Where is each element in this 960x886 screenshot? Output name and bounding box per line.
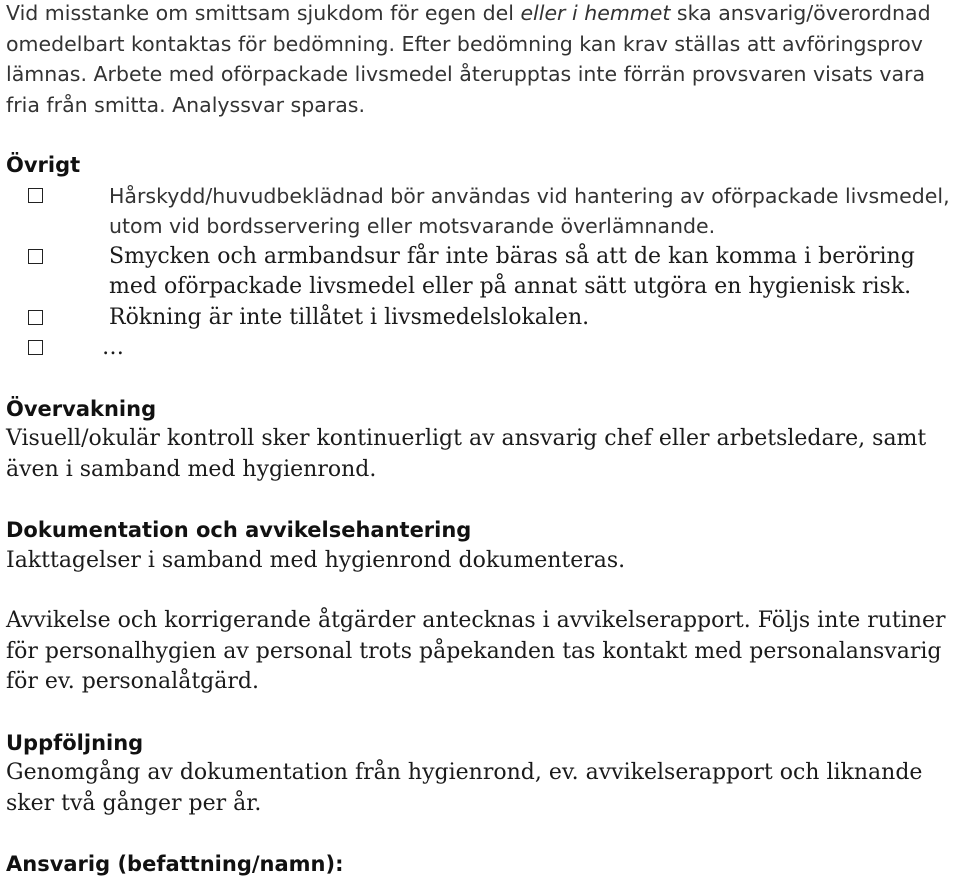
checkbox-icon[interactable] (28, 188, 43, 203)
checklist-item-text: Rökning är inte tillåtet i livsmedelslokalen. (109, 304, 590, 330)
checkbox-icon[interactable] (28, 340, 43, 355)
intro-paragraph (6, 0, 956, 120)
checklist-item-rokning (6, 303, 956, 334)
heading-dokumentation: Dokumentation och avvikelsehantering (6, 518, 472, 542)
dokumentation-text-1: Iakttagelser i samband med hygienrond dokumenteras. (6, 547, 626, 573)
heading-ansvarig: Ansvarig (befattning/namn): (6, 852, 344, 876)
spacer (6, 819, 956, 849)
intro-emphasis: eller i hemmet (520, 1, 671, 25)
spacer (6, 576, 956, 606)
spacer (6, 120, 956, 150)
intro-text-start: Vid misstanke om smittsam sjukdom för egen del (6, 1, 521, 25)
heading-uppfoljning: Uppföljning (6, 730, 144, 755)
intro-text-end: ska ansvarig/överordnad omedelbart kontaktas för bedömning. Efter bedömning kan krav ställas att avföringsprov lämnas. Arbete med oförpackade livsmedel återupptas inte förrän provsvaren visats vara fria från smitta. Analyssvar sparas. (6, 1, 931, 117)
checklist-item-text: … (102, 335, 124, 360)
checklist-item-text: Hårskydd/huvudbeklädnad bör användas vid hantering av oförpackade livsmedel, utom vid bordsservering eller motsvarande överlämnande. (109, 183, 950, 238)
document-body (6, 0, 956, 880)
spacer (6, 364, 956, 394)
heading-ovrigt: Övrigt (6, 153, 81, 177)
spacer (6, 698, 956, 728)
checklist-item-smycken (6, 242, 956, 303)
checkbox-icon[interactable] (28, 310, 43, 325)
dokumentation-text-2: Avvikelse och korrigerande åtgärder antecknas i avvikelserapport. Följs inte rutiner för personalhygien av personal trots påpekanden tas kontakt med personalansvarig för ev. personalåtgärd. (6, 608, 946, 694)
checklist-item-more (6, 333, 956, 364)
checklist-item-text: Smycken och armbandsur får inte bäras så att de kan komma i beröring med oförpackade livsmedel eller på annat sätt utgöra en hygienisk risk. (109, 243, 915, 299)
spacer (6, 485, 956, 515)
checklist-item-harskydd (6, 181, 956, 242)
checkbox-icon[interactable] (28, 249, 43, 264)
uppfoljning-text: Genomgång av dokumentation från hygienrond, ev. avvikelserapport och liknande sker två gånger per år. (6, 760, 923, 816)
heading-overvakning: Övervakning (6, 396, 157, 421)
overvakning-text: Visuell/okulär kontroll sker kontinuerligt av ansvarig chef eller arbetsledare, samt även i samband med hygienrond. (6, 426, 927, 482)
ovrigt-checklist (6, 181, 956, 364)
